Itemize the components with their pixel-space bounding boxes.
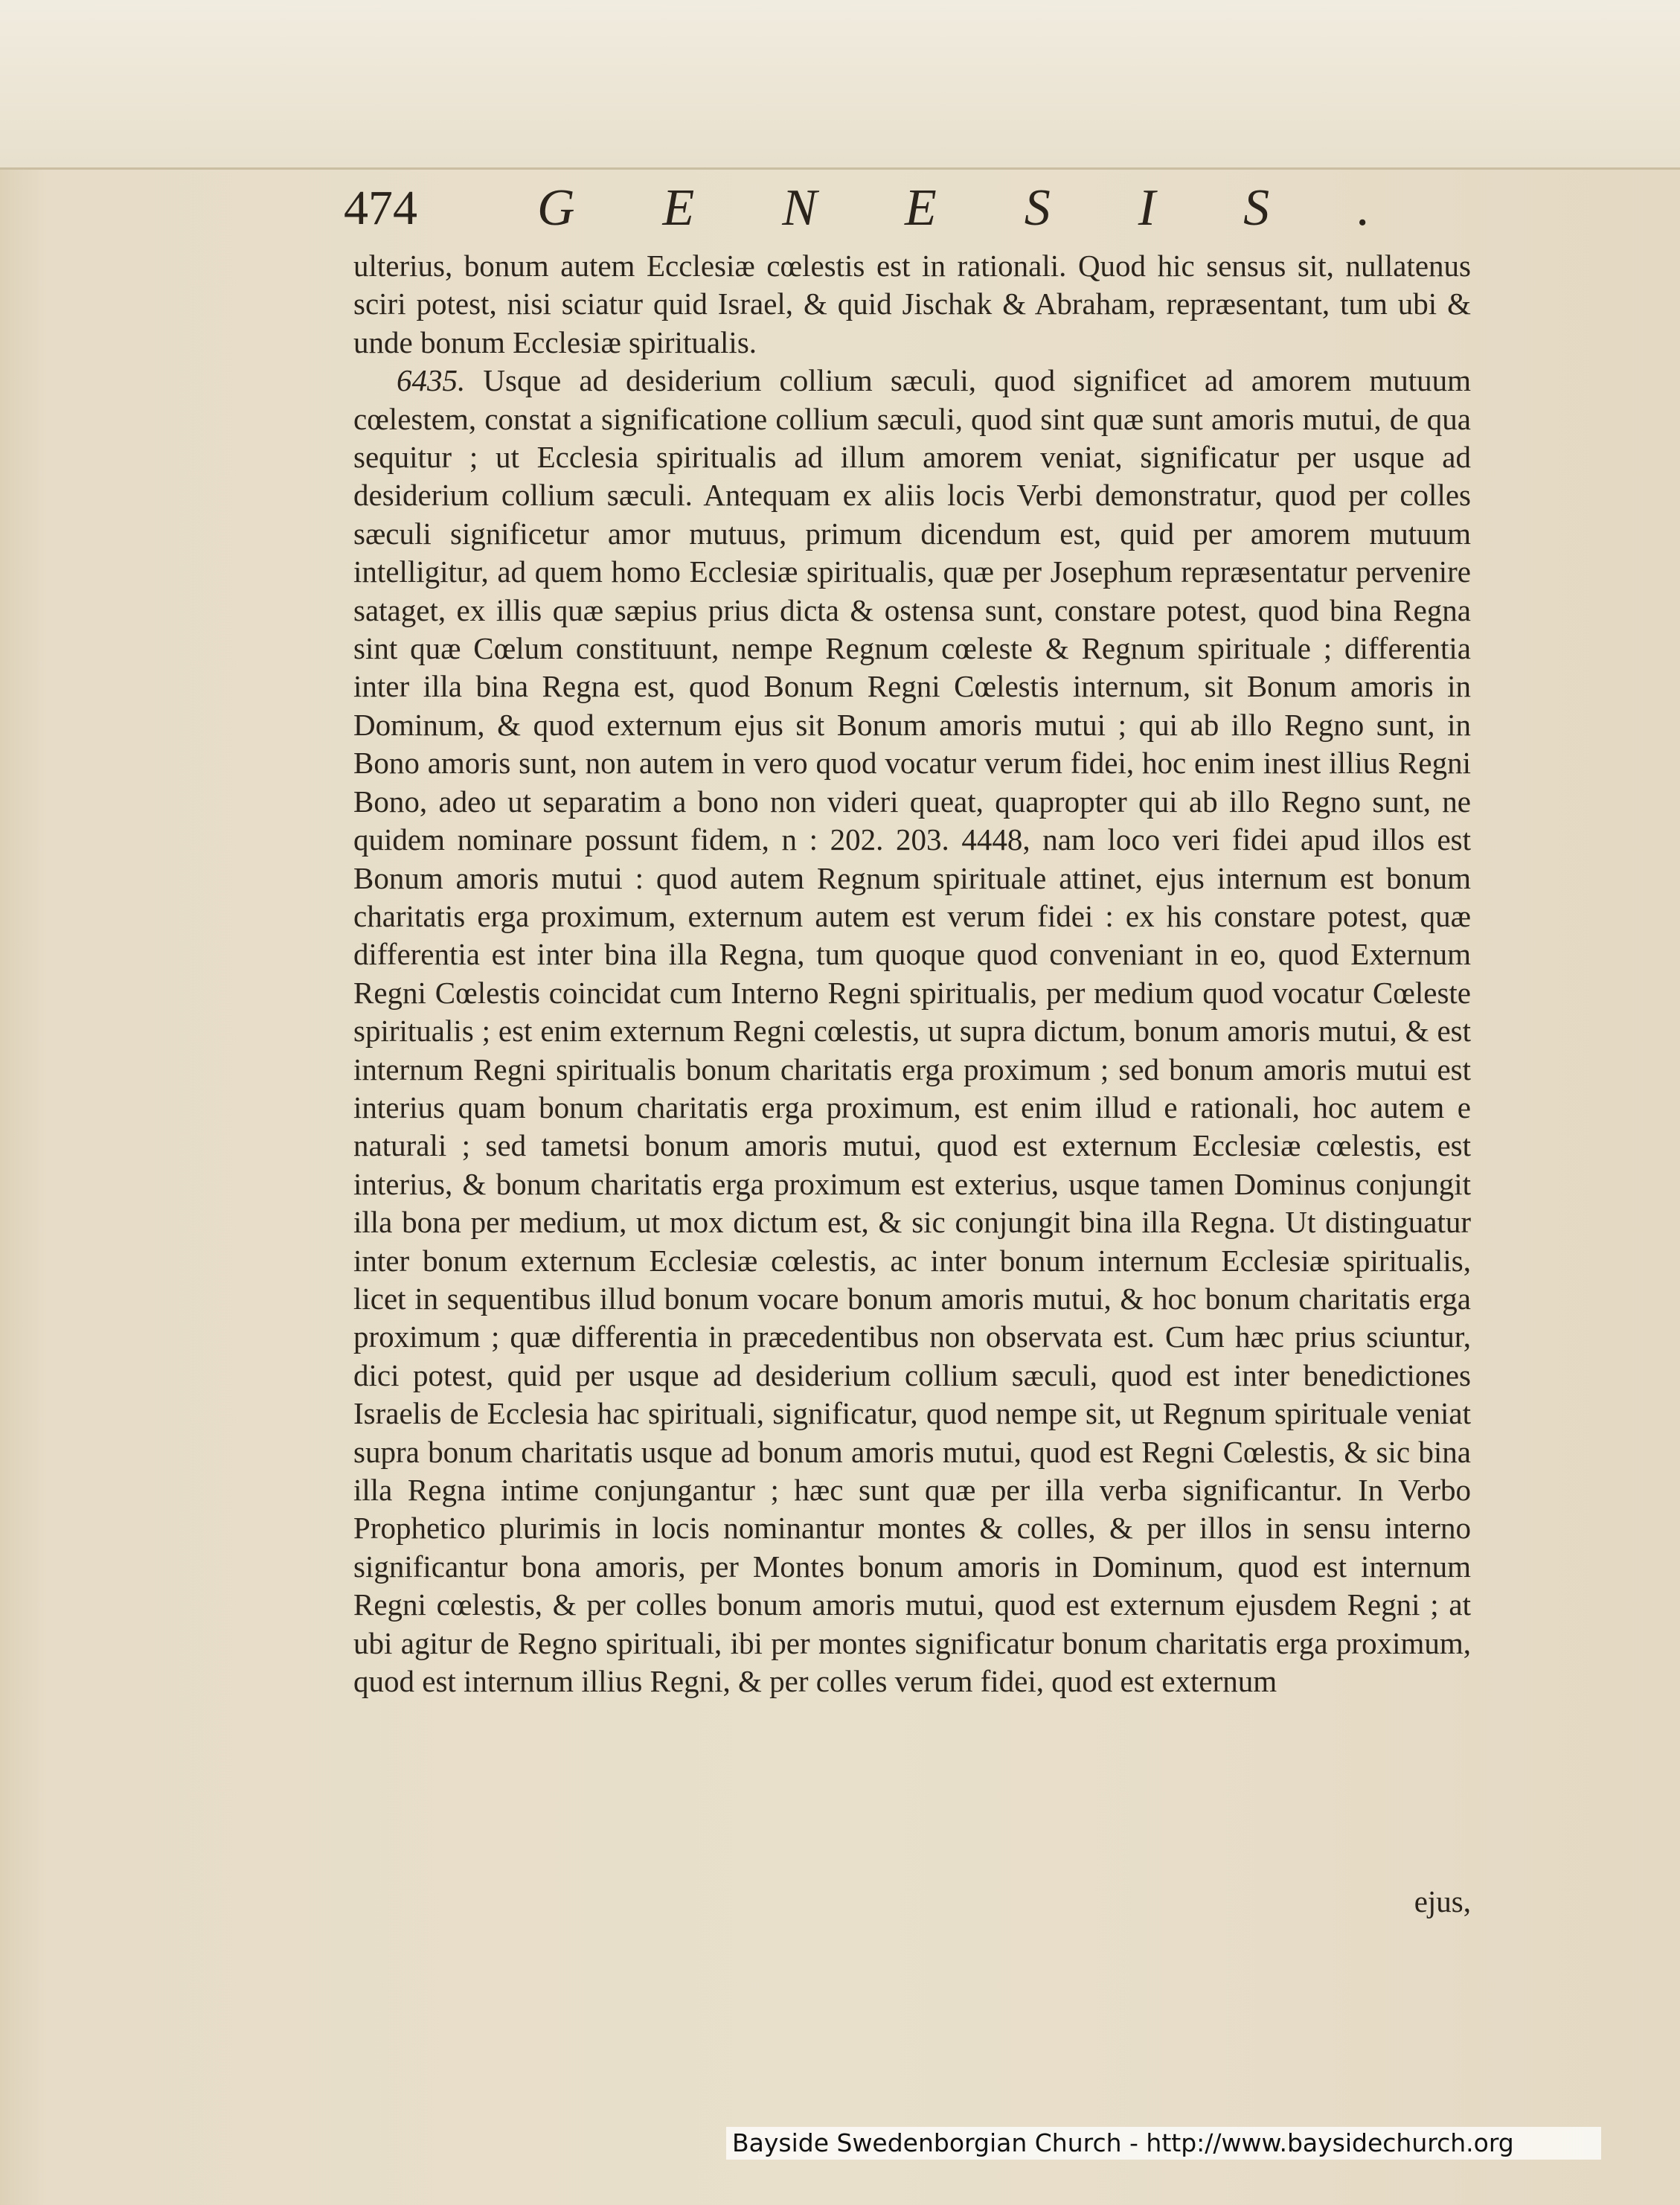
- paragraph-6435: [353, 362, 1471, 1700]
- paragraph-continuation: [353, 247, 1471, 362]
- footer-credit: Bayside Swedenborgian Church - http://www.baysidechurch.org: [726, 2127, 1601, 2160]
- paragraph-text: Usque ad desiderium collium sæculi, quod significet ad amorem mutuum cœlestem, constat a significatione collium sæculi, quod sint quæ sunt amoris mutui, de qua sequitur ; ut Ecclesia spiritualis ad illum amorem veniat, significatur per usque ad desiderium collium sæculi. Antequam ex aliis locis Verbi demonstratur, quod per colles sæculi significetur amor mutuus, primum dicendum est, quid per amorem mutuum intelligitur, ad quem homo Ecclesiæ spiritualis, quæ per Josephum repræsentatur pervenire sataget, ex illis quæ sæpius prius dicta & ostensa sunt, constare potest, quod bina Regna sint quæ Cœlum constituunt, nempe Regnum cœleste & Regnum spirituale ; differentia inter illa bina Regna est, quod Bonum Regni Cœlestis internum, sit Bonum amoris in Dominum, & quod externum ejus sit Bonum amoris mutui ; qui ab illo Regno sunt, in Bono amoris sunt, non autem in vero quod vocatur verum fidei, hoc enim inest illius Regni Bono, adeo ut separatim a bono non videri queat, quapropter qui ab illo Regno sunt, ne quidem nominare possunt fidem, n : 202. 203. 4448, nam loco veri fidei apud illos est Bonum amoris mutui : quod autem Regnum spirituale attinet, ejus internum est bonum charitatis erga proximum, externum autem est verum fidei : ex his constare potest, quæ differentia est inter bina illa Regna, tum quoque quod conveniant in eo, quod Externum Regni Cœlestis coincidat cum Interno Regni spiritualis, per medium quod vocatur Cœleste spiritualis ; est enim externum Regni cœlestis, ut supra dictum, bonum amoris mutui, & est internum Regni spiritualis bonum charitatis erga proximum ; sed bonum amoris mutui est interius quam bonum charitatis erga proximum, est enim illud e rationali, hoc autem e naturali ; sed tametsi bonum amoris mutui, quod est externum Ecclesiæ cœlestis, est interius, & bonum charitatis erga proximum est exterius, usque tamen Dominus conjungit illa bona per medium, ut mox dictum est, & sic conjungit bina illa Regna. Ut distinguatur inter bonum externum Ecclesiæ cœlestis, ac inter bonum internum Ecclesiæ spiritualis, licet in sequentibus illud bonum vocare bonum amoris mutui, & hoc bonum charitatis erga proximum ; quæ differentia in præcedentibus non observata est. Cum hæc prius sciuntur, dici potest, quid per usque ad desiderium collium sæculi, quod est inter benedictiones Israelis de Ecclesia hac spirituali, significatur, quod nempe sit, ut Regnum spirituale veniat supra bonum charitatis usque ad bonum amoris mutui, quod est Regni Cœlestis, & sic bina illa Regna intime conjungantur ; hæc sunt quæ per illa verba significantur. In Verbo Prophetico plurimis in locis nominantur montes & colles, & per illos in sensu interno significantur bona amoris, per Montes bonum amoris in Dominum, quod est internum Regni cœlestis, & per colles bonum amoris mutui, quod est externum ejusdem Regni ; at ubi agitur de Regno spirituali, ibi per montes significatur bonum charitatis erga proximum, quod est internum illius Regni, & per colles verum fidei, quod est externum: [353, 363, 1472, 1699]
- catchword: ejus,: [1414, 1884, 1471, 1918]
- body-text: [353, 247, 1471, 1700]
- scan-top-margin: [0, 0, 1680, 170]
- paragraph-number: 6435.: [397, 363, 466, 398]
- page-header: [344, 179, 1475, 238]
- paragraph-text: ulterius, bonum autem Ecclesiæ cœlestis est in rationali. Quod hic sensus sit, nullatenus sciri potest, nisi sciatur quid Israel, & quid Jischak & Abraham, repræsentant, tum ubi & unde bonum Ecclesiæ spiritualis.: [353, 249, 1471, 359]
- running-title: GENESIS.: [537, 179, 1458, 237]
- page-number: 474: [344, 181, 417, 235]
